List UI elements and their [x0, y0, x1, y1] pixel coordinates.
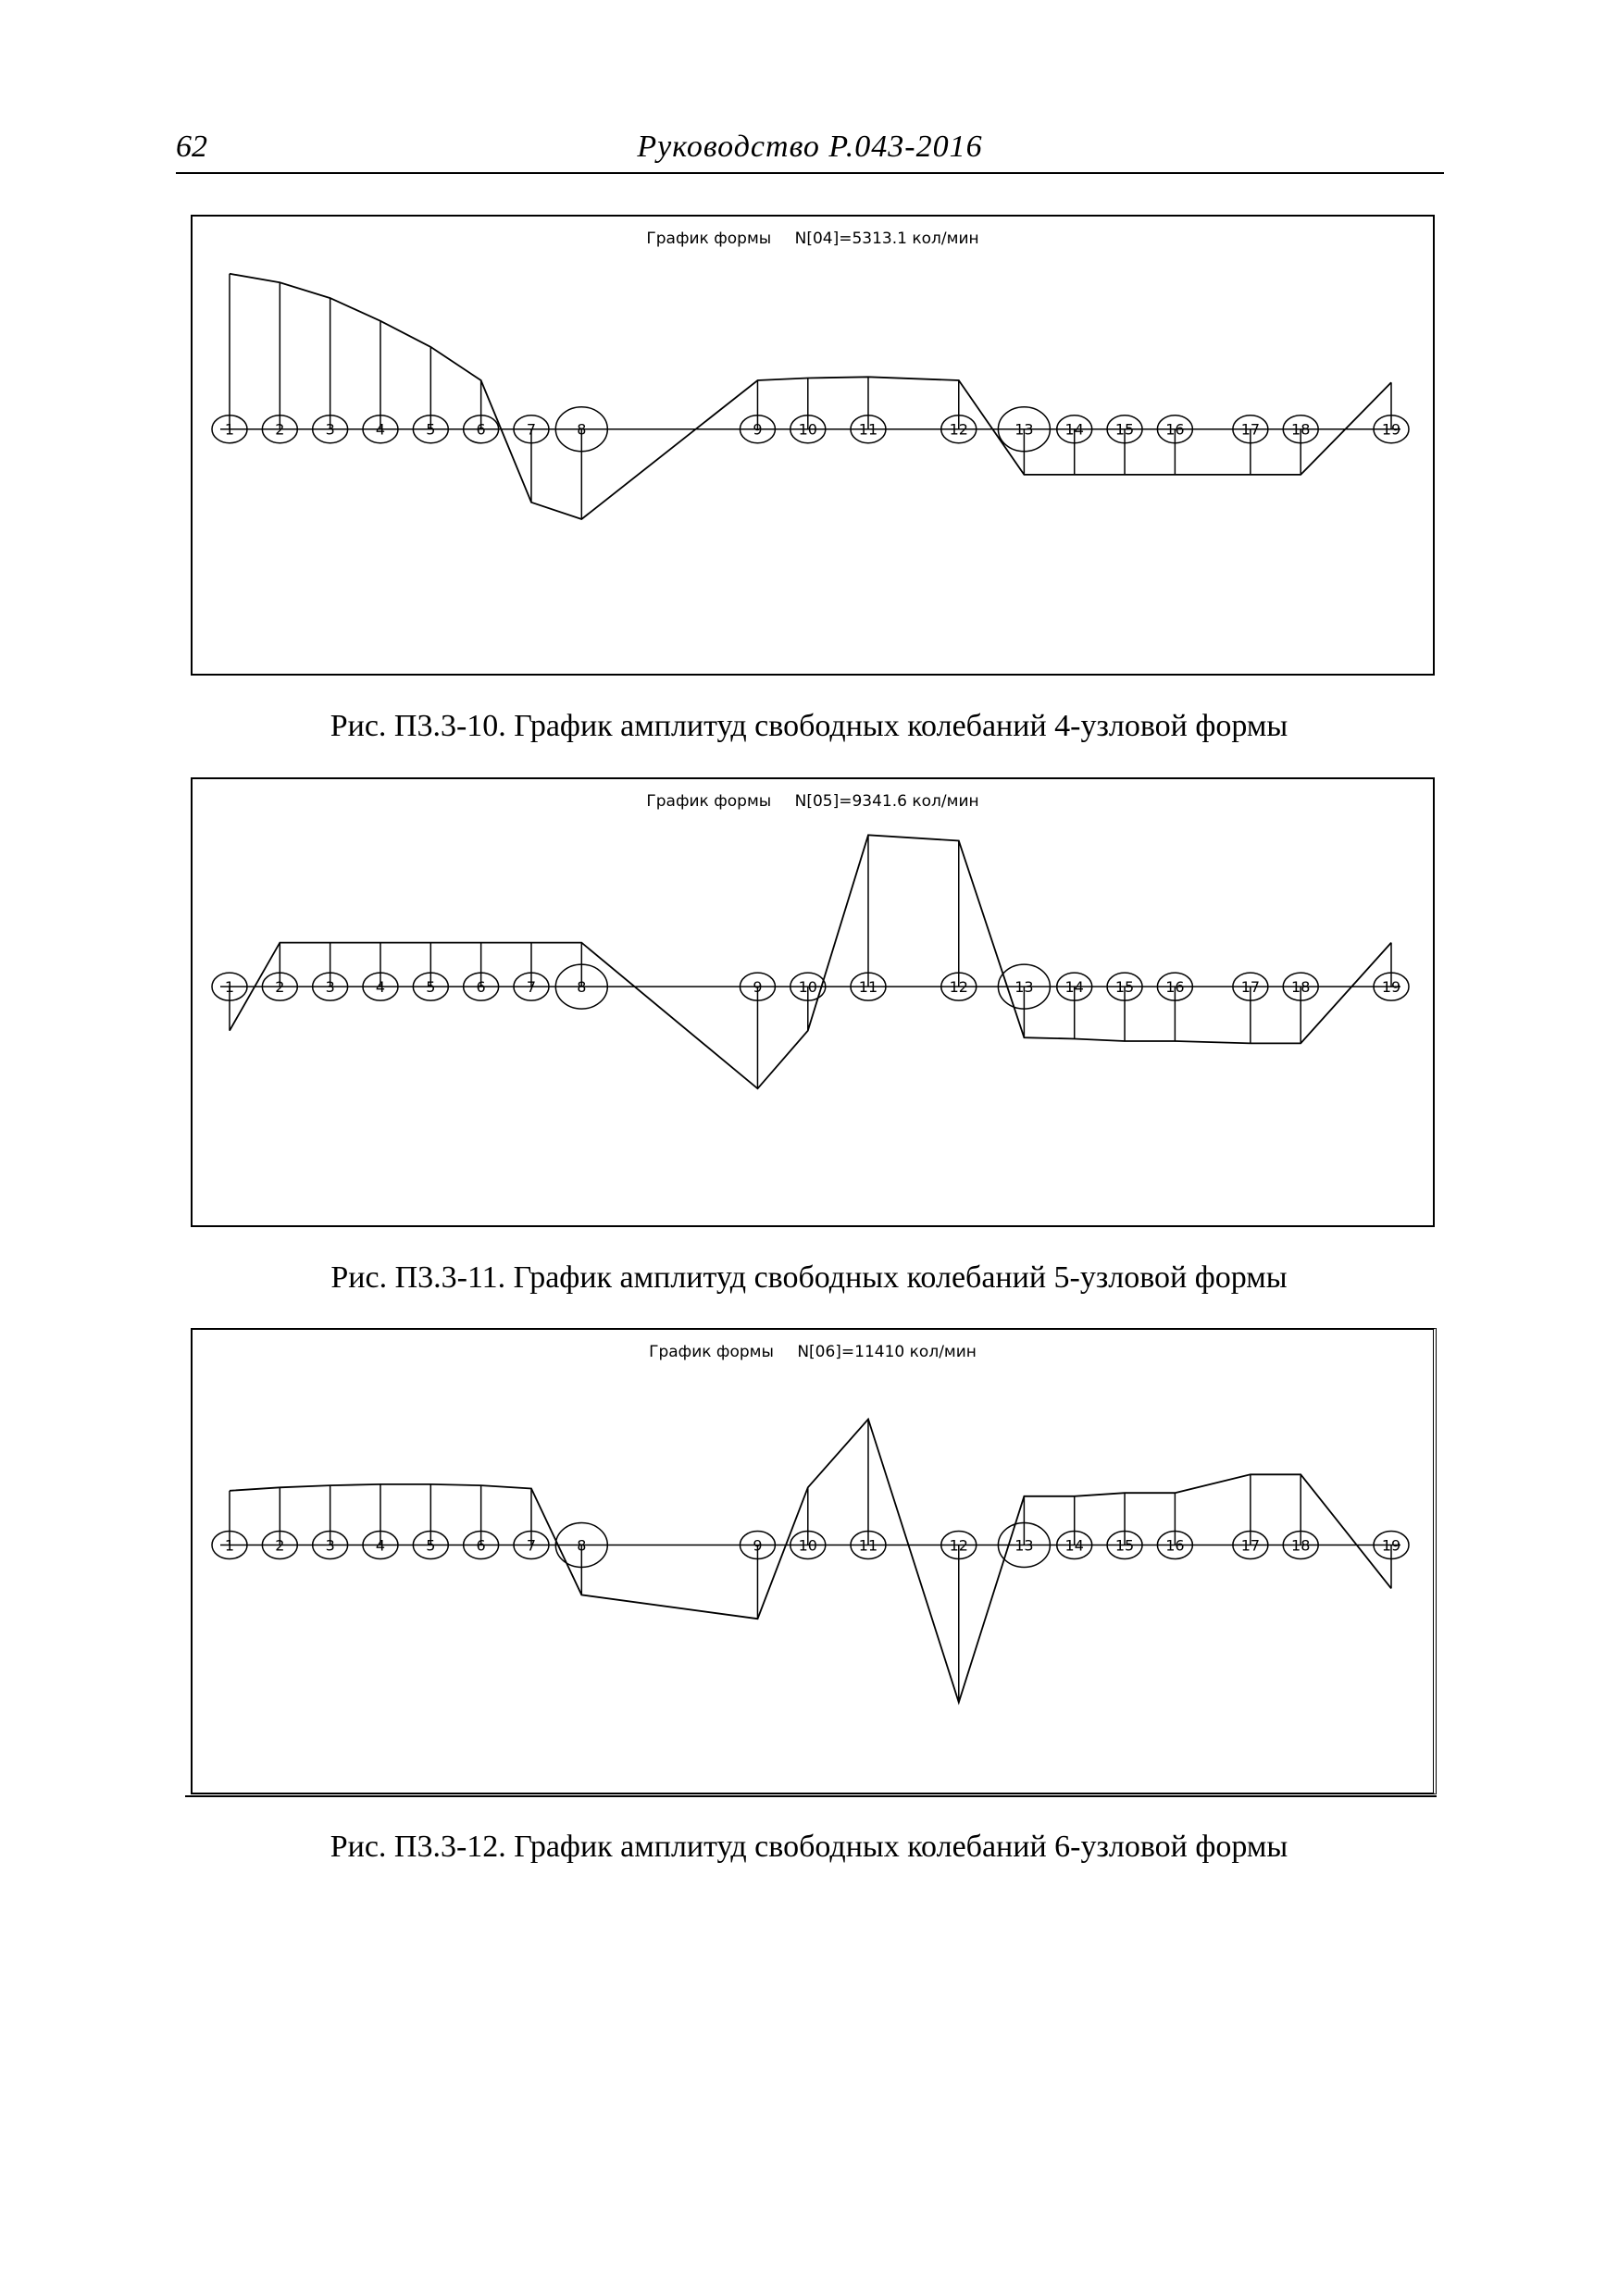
node-label-3: 3: [325, 420, 335, 439]
node-label-17: 17: [1240, 1536, 1261, 1555]
figure-caption-1: Рис. П3.3-10. График амплитуд свободных колебаний 4-узловой формы: [330, 709, 1288, 743]
node-label-18: 18: [1291, 420, 1311, 439]
figure-title-value: N[06]=11410 кол/мин: [797, 1343, 977, 1361]
figure-caption-3: Рис. П3.3-12. График амплитуд свободных колебаний 6-узловой формы: [330, 1830, 1288, 1864]
node-label-1: 1: [224, 420, 235, 439]
document-title: Руководство Р.043-2016: [637, 130, 983, 164]
node-label-18: 18: [1291, 1536, 1311, 1555]
node-label-7: 7: [526, 420, 537, 439]
node-label-10: 10: [798, 1536, 817, 1555]
figure-3-bottom-rule: [185, 1795, 1437, 1797]
node-label-8: 8: [577, 420, 587, 439]
mode-shape-plot: [193, 1330, 1433, 1793]
node-label-16: 16: [1165, 420, 1185, 439]
node-label-4: 4: [375, 1536, 386, 1555]
node-label-14: 14: [1064, 978, 1084, 997]
node-label-19: 19: [1381, 978, 1401, 997]
node-label-19: 19: [1381, 1536, 1401, 1555]
mode-shape-line: [230, 835, 1391, 1088]
mode-shape-line: [230, 274, 1391, 519]
mode-shape-plot: [193, 217, 1433, 674]
node-label-18: 18: [1291, 978, 1311, 997]
node-label-8: 8: [577, 1536, 587, 1555]
node-label-17: 17: [1240, 978, 1261, 997]
node-label-4: 4: [375, 978, 386, 997]
node-label-3: 3: [325, 1536, 335, 1555]
node-label-5: 5: [426, 978, 436, 997]
node-label-14: 14: [1064, 420, 1084, 439]
node-label-16: 16: [1165, 1536, 1185, 1555]
node-label-5: 5: [426, 1536, 436, 1555]
node-label-9: 9: [753, 978, 763, 997]
page-header: [176, 130, 1444, 176]
mode-shape-plot: [193, 779, 1433, 1225]
node-label-12: 12: [949, 978, 968, 997]
node-label-6: 6: [476, 978, 486, 997]
page-number: 62: [176, 130, 207, 164]
node-label-11: 11: [858, 978, 878, 997]
node-label-7: 7: [526, 1536, 537, 1555]
node-label-2: 2: [275, 420, 285, 439]
node-label-7: 7: [526, 978, 537, 997]
node-label-3: 3: [325, 978, 335, 997]
node-label-1: 1: [224, 1536, 235, 1555]
figure-title-value: N[05]=9341.6 кол/мин: [794, 792, 979, 811]
node-label-12: 12: [949, 1536, 968, 1555]
figure-title-label: График формы: [649, 1343, 774, 1361]
figure-title-value: N[04]=5313.1 кол/мин: [794, 230, 979, 248]
node-label-9: 9: [753, 420, 763, 439]
node-label-6: 6: [476, 1536, 486, 1555]
node-label-6: 6: [476, 420, 486, 439]
mode-shape-figure-1: [191, 215, 1435, 676]
node-label-13: 13: [1014, 978, 1034, 997]
node-label-16: 16: [1165, 978, 1185, 997]
node-label-2: 2: [275, 1536, 285, 1555]
node-label-15: 15: [1114, 420, 1135, 439]
node-label-11: 11: [858, 1536, 878, 1555]
node-label-12: 12: [949, 420, 968, 439]
header-rule: [176, 172, 1444, 174]
mode-shape-figure-3: [191, 1328, 1437, 1794]
node-label-13: 13: [1014, 420, 1034, 439]
node-label-15: 15: [1114, 1536, 1135, 1555]
node-label-14: 14: [1064, 1536, 1084, 1555]
node-label-9: 9: [753, 1536, 763, 1555]
mode-shape-line: [230, 1420, 1391, 1703]
node-label-11: 11: [858, 420, 878, 439]
figure-title-label: График формы: [646, 230, 772, 248]
node-label-10: 10: [798, 420, 817, 439]
node-label-1: 1: [224, 978, 235, 997]
node-label-15: 15: [1114, 978, 1135, 997]
figure-title-label: График формы: [646, 792, 772, 811]
node-label-2: 2: [275, 978, 285, 997]
node-label-10: 10: [798, 978, 817, 997]
node-label-5: 5: [426, 420, 436, 439]
node-label-13: 13: [1014, 1536, 1034, 1555]
node-label-17: 17: [1240, 420, 1261, 439]
figure-caption-2: Рис. П3.3-11. График амплитуд свободных колебаний 5-узловой формы: [330, 1260, 1288, 1295]
node-label-8: 8: [577, 978, 587, 997]
mode-shape-figure-2: [191, 777, 1435, 1227]
node-label-19: 19: [1381, 420, 1401, 439]
node-label-4: 4: [375, 420, 386, 439]
